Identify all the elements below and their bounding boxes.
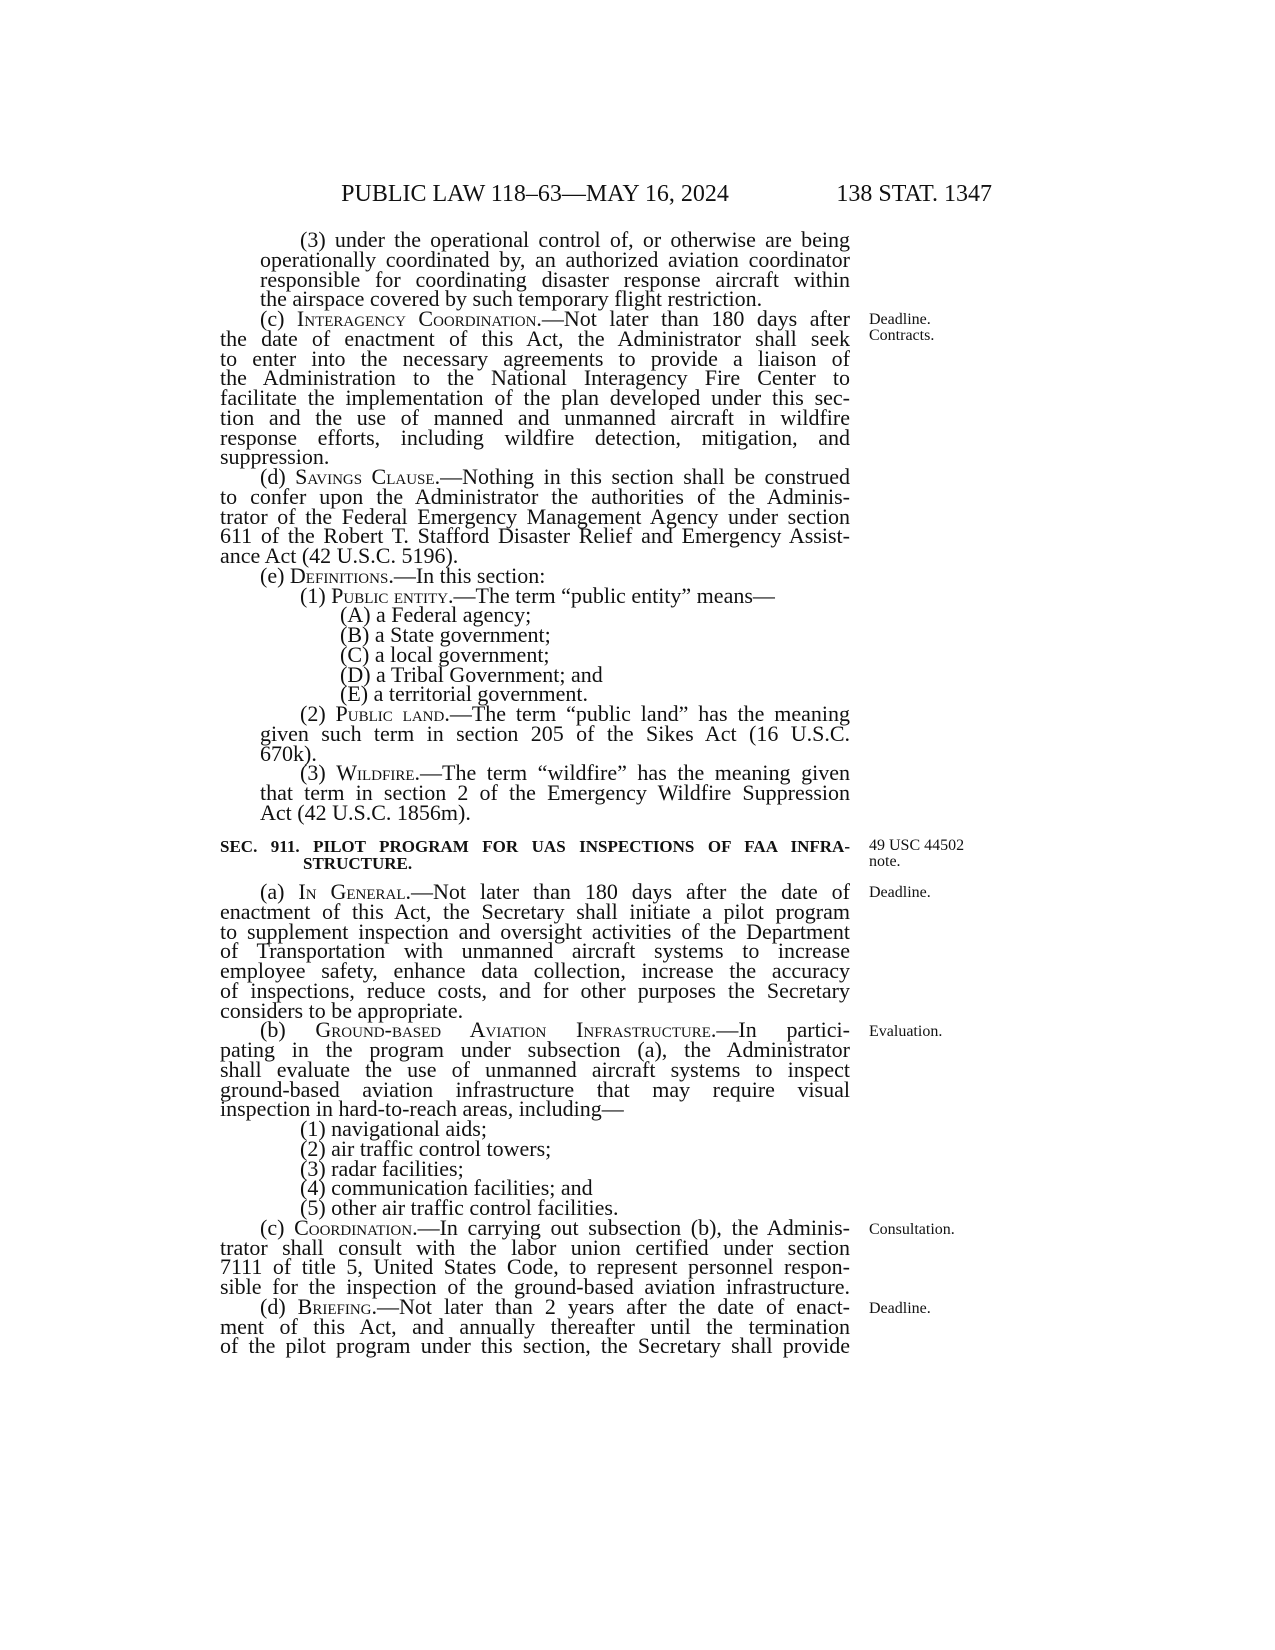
subsection-text: .—In this section: <box>388 562 546 588</box>
subsection-designator: (d) <box>260 464 296 489</box>
text-line: to supplement inspection and oversight activities of the Department <box>220 918 850 944</box>
subsection-text: .—In carrying out subsection (b), the Adminis- <box>412 1214 850 1240</box>
subsection-heading: Coordination <box>294 1214 413 1240</box>
text-line: the Administration to the National Interagency Fire Center to <box>220 365 850 391</box>
text-line: considers to be appropriate. <box>220 997 464 1023</box>
margin-note <box>869 1024 942 1040</box>
text-line: of the pilot program under this section, the Secretary shall provide <box>220 1333 850 1359</box>
list-item: (1) navigational aids; <box>300 1116 487 1141</box>
text-line: to enter into the necessary agreements to provide a liaison of <box>220 345 850 371</box>
list-item: (D) a Tribal Government; and <box>340 661 603 687</box>
running-head: PUBLIC LAW 118–63—MAY 16, 2024 <box>341 181 729 207</box>
text-line: the date of enactment of this Act, the Administrator shall seek <box>220 325 850 351</box>
margin-note-line: Contracts. <box>869 327 935 344</box>
list-item: (C) a local government; <box>340 641 550 667</box>
text-line: pating in the program under subsection (a), the Administrator <box>220 1037 850 1062</box>
text-line: 7111 of title 5, United States Code, to represent personnel respon- <box>220 1254 850 1280</box>
margin-note <box>869 1301 931 1317</box>
margin-note <box>869 312 934 344</box>
subsection-designator: (b) <box>260 1017 316 1043</box>
subsection-designator: (c) <box>260 1214 295 1240</box>
text-line: employee safety, enhance data collection, increase the accuracy <box>220 958 850 983</box>
subsection-text: .—Not later than 2 years after the date of enact- <box>371 1293 851 1319</box>
margin-note <box>869 1222 955 1238</box>
subsection-designator: (c) <box>260 306 297 331</box>
subsection-line <box>220 582 850 608</box>
subsection-designator: (3) <box>300 760 337 786</box>
text-line: enactment of this Act, the Secretary shall initiate a pilot program <box>220 898 850 924</box>
list-item: (B) a State government; <box>340 622 551 647</box>
text-line: sible for the inspection of the ground-based aviation infrastructure. <box>220 1274 850 1299</box>
text-column-upper <box>220 227 851 825</box>
subsection-designator: (1) <box>300 582 332 608</box>
text-line: facilitate the implementation of the plan developed under this sec- <box>220 385 850 410</box>
subsection-text: .—The term “public entity” means— <box>448 582 775 608</box>
text-line: Act (42 U.S.C. 1856m). <box>260 799 471 825</box>
margin-note <box>869 885 931 901</box>
text-line: trator of the Federal Emergency Management Agency under section <box>220 503 850 529</box>
text-line: suppression. <box>220 444 330 470</box>
text-line: 670k). <box>260 740 317 766</box>
text-line: the airspace covered by such temporary flight restriction. <box>260 286 763 312</box>
subsection-text: .—Nothing in this section shall be construed <box>434 464 850 489</box>
text-line: responsible for coordinating disaster response aircraft within <box>260 266 850 292</box>
margin-note-line: Deadline. <box>869 311 931 328</box>
subsection-heading: In General <box>298 879 406 904</box>
text-line: to confer upon the Administrator the authorities of the Adminis- <box>220 483 850 509</box>
text-line: given such term in section 205 of the Sikes Act (16 U.S.C. <box>260 720 850 746</box>
subsection-heading: Interagency Coordination <box>296 306 537 331</box>
subsection-text: .—The term “wildfire” has the meaning given <box>414 760 850 786</box>
subsection-heading: Ground-based Aviation Infrastructure <box>315 1017 711 1043</box>
text-line: of inspections, reduce costs, and for other purposes the Secretary <box>220 977 850 1003</box>
margin-note-line: Evaluation. <box>869 1023 943 1040</box>
text-line: ance Act (42 U.S.C. 5196). <box>220 543 459 568</box>
text-line: trator shall consult with the labor union certified under section <box>220 1234 850 1260</box>
text-line: 611 of the Robert T. Stafford Disaster Relief and Emergency Assist- <box>220 523 850 549</box>
text-column-lower <box>220 879 851 1359</box>
section-heading-line: STRUCTURE. <box>303 854 413 873</box>
section-heading-line: SEC. 911. PILOT PROGRAM FOR UAS INSPECTIONS OF FAA INFRA- <box>220 837 850 856</box>
subsection-heading: Savings Clause <box>295 464 435 489</box>
subsection-text: .—Not later than 180 days after <box>536 306 851 331</box>
subsection-heading: Definitions <box>289 562 389 588</box>
subsection-heading: Wildfire <box>336 760 415 786</box>
subsection-text: .—The term “public land” has the meaning <box>444 701 850 726</box>
list-item: (4) communication facilities; and <box>300 1175 593 1201</box>
margin-note-line: Deadline. <box>869 884 931 901</box>
margin-note-line: Deadline. <box>869 1300 931 1317</box>
subsection-heading: Public entity <box>331 582 449 608</box>
page-number: 138 STAT. 1347 <box>836 181 992 207</box>
subsection-text: .—In partici- <box>710 1017 850 1043</box>
text-line: inspection in hard-to-reach areas, including— <box>220 1096 624 1122</box>
section-heading <box>220 838 850 872</box>
subsection-designator: (d) <box>260 1293 298 1319</box>
text-line: operationally coordinated by, an authorized aviation coordinator <box>260 246 850 272</box>
text-line: ground-based aviation infrastructure that may require visual <box>220 1076 850 1102</box>
subsection-heading: Public land <box>335 701 445 726</box>
text-line: that term in section 2 of the Emergency Wildfire Suppression <box>260 780 850 805</box>
subsection-heading: Briefing <box>297 1293 372 1319</box>
text-line: (3) under the operational control of, or otherwise are being <box>300 227 850 252</box>
margin-note-line: Consultation. <box>869 1221 955 1238</box>
subsection-designator: (e) <box>260 562 290 588</box>
text-line: response efforts, including wildfire detection, mitigation, and <box>220 424 850 450</box>
list-item: (5) other air traffic control facilities. <box>300 1195 619 1220</box>
text-line: tion and the use of manned and unmanned aircraft in wildfire <box>220 404 850 430</box>
list-item: (A) a Federal agency; <box>340 602 532 628</box>
subsection-designator: (a) <box>260 879 299 904</box>
list-item: (3) radar facilities; <box>300 1155 464 1181</box>
text-line: of Transportation with unmanned aircraft systems to increase <box>220 938 850 964</box>
margin-note <box>869 838 964 870</box>
text-line: ment of this Act, and annually thereafter until the termination <box>220 1313 850 1339</box>
subsection-designator: (2) <box>300 701 336 726</box>
list-item: (E) a territorial government. <box>340 681 589 707</box>
text-line: shall evaluate the use of unmanned aircraft systems to inspect <box>220 1056 850 1082</box>
margin-note-line: note. <box>869 853 901 870</box>
list-item: (2) air traffic control towers; <box>300 1135 552 1161</box>
margin-note-line: 49 USC 44502 <box>869 837 965 854</box>
subsection-text: .—Not later than 180 days after the date of <box>405 879 851 904</box>
